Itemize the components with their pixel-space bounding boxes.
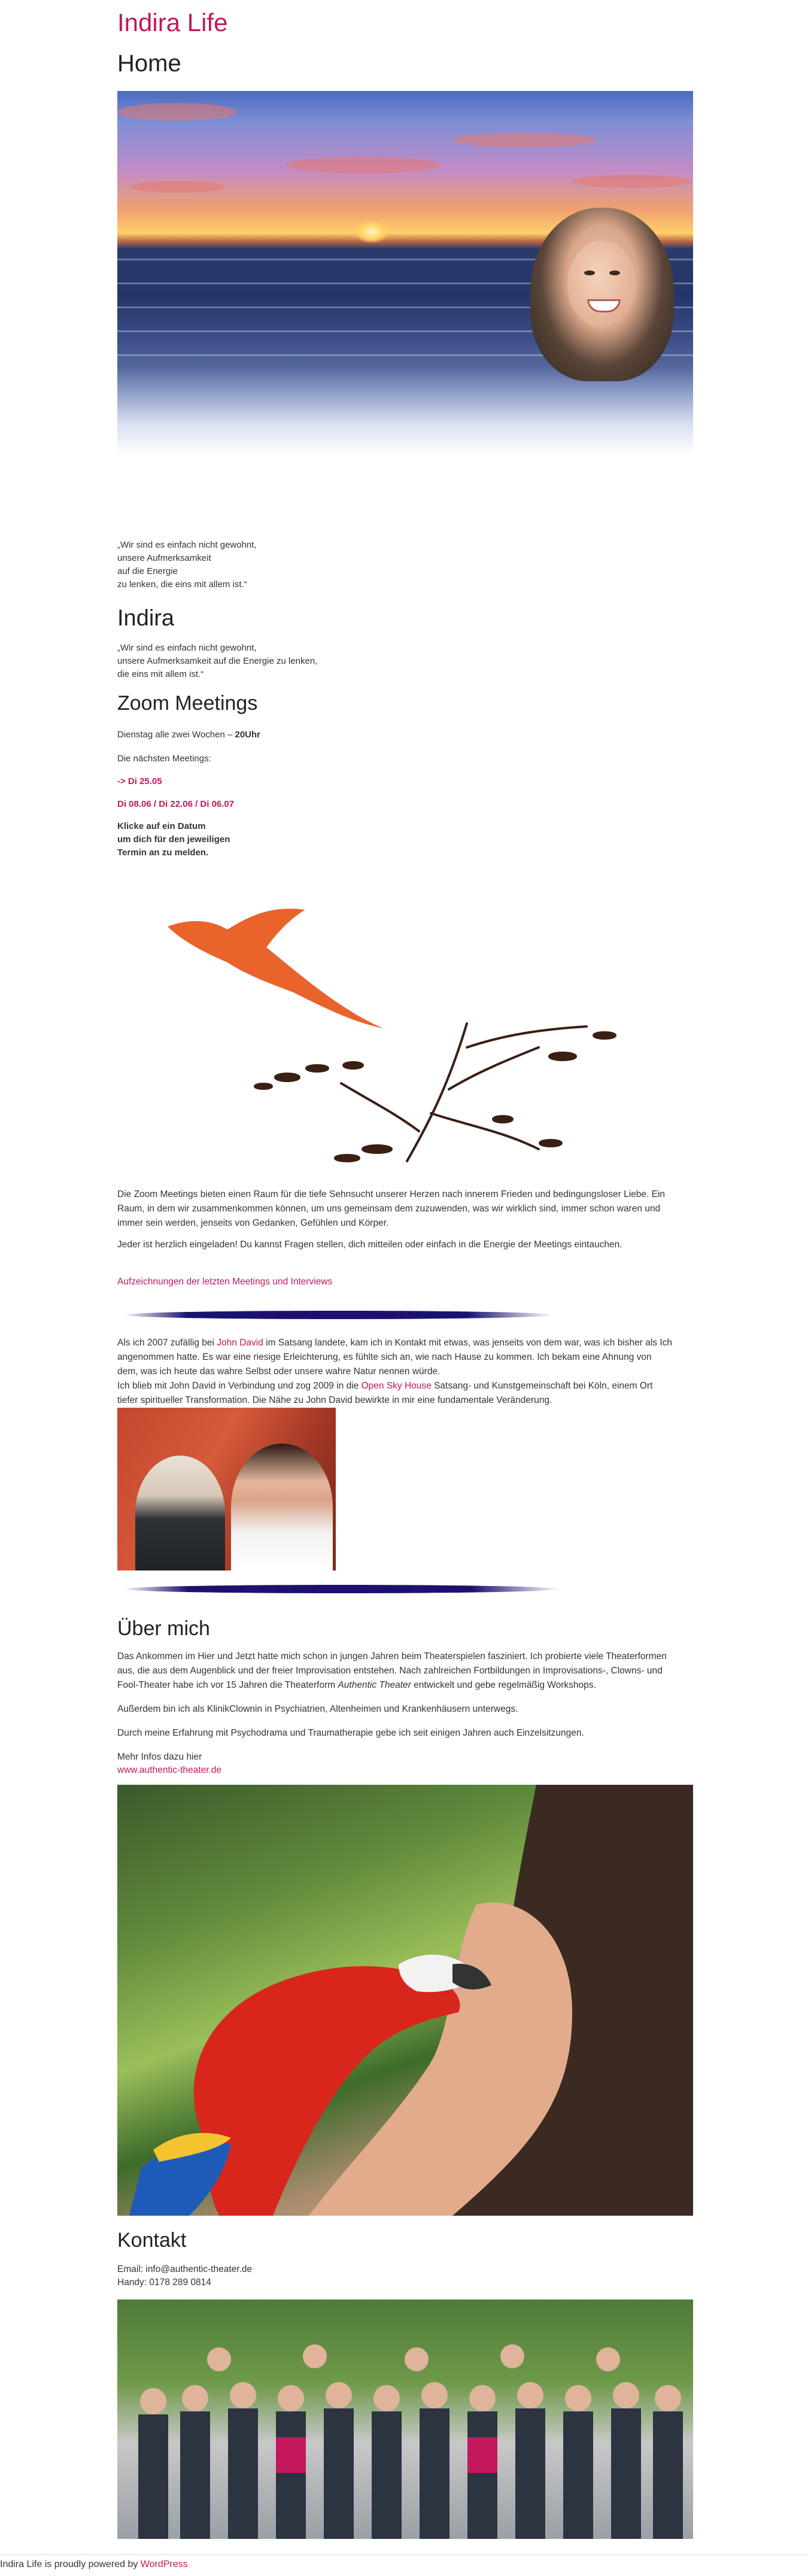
zoom-date-link-next[interactable]: -> Di 25.05: [117, 776, 162, 786]
zoom-description-line: immer sein werden, jenseits von Gedanken, Gefühlen und Körper.: [117, 1218, 389, 1228]
zoom-invite: Jeder ist herzlich eingeladen! Du kannst Fragen stellen, dich mitteilen oder einfach in die Energie der Meetings eintauchen.: [117, 1240, 622, 1250]
quote-block: [117, 539, 257, 591]
story-line: [117, 1379, 672, 1393]
authentic-theater-term: Authentic Theater: [338, 1680, 411, 1690]
about-line-3-prefix: Fool-Theater habe ich vor 15 Jahren die Theaterform: [117, 1680, 338, 1690]
story-line: [117, 1336, 672, 1350]
story-line-1-suffix: im Satsang landete, kam ich in Kontakt mit etwas, was jenseits von dem war, was ich bisher als Ich: [263, 1338, 673, 1348]
authentic-theater-link[interactable]: www.authentic-theater.de: [117, 1765, 222, 1775]
zoom-next-label: Die nächsten Meetings:: [117, 754, 211, 764]
wordpress-link[interactable]: WordPress: [140, 2559, 188, 2569]
about-line: Das Ankommen im Hier und Jetzt hatte mich schon in jungen Jahren beim Theaterspielen fasziniert. Ich probierte viele Theaterformen: [117, 1651, 667, 1661]
story-line: tiefer spiritueller Transformation. Die Nähe zu John David bewirkte in mir eine fundamentale Veränderung.: [117, 1395, 552, 1405]
brush-divider: [123, 1311, 554, 1319]
section-title-contact: Kontakt: [117, 2229, 187, 2252]
contact-phone: Handy: 0178 289 0814: [117, 2277, 211, 2288]
zoom-click-line: Termin an zu melden.: [117, 847, 209, 858]
quote-line: unsere Aufmerksamkeit: [117, 553, 211, 563]
section-title-indira: Indira: [117, 606, 175, 631]
parrot-photo-drawing: [117, 1785, 693, 2216]
about-paragraph-1: [117, 1650, 667, 1693]
recordings-link[interactable]: Aufzeichnungen der letzten Meetings und Interviews: [117, 1277, 333, 1287]
story-line: dem, was ich heute das wahre Selbst oder unsere wahre Natur nennen würde.: [117, 1366, 441, 1377]
group-photo-drawing: [117, 2299, 693, 2539]
photo-group: [117, 2299, 693, 2539]
page-title: Home: [117, 50, 181, 77]
photo-parrot-kiss: [117, 1785, 693, 2216]
about-paragraph-3: Durch meine Erfahrung mit Psychodrama und Traumatherapie gebe ich seit einigen Jahren auch Einzelsitzungen.: [117, 1728, 584, 1738]
site-title-link[interactable]: Indira Life: [117, 8, 228, 37]
story-line: angenommen hatte. Es war eine riesige Erleichterung, es fühlte sich an, wie nach Hause zu kommen. Ich bekam eine Ahnung von: [117, 1352, 652, 1362]
zoom-date-links[interactable]: Di 08.06 / Di 22.06 / Di 06.07: [117, 799, 235, 809]
footer-text: Indira Life is proudly powered by: [0, 2559, 141, 2569]
open-sky-house-link[interactable]: Open Sky House: [361, 1381, 432, 1391]
indira-quote: [117, 642, 317, 681]
zoom-click-hint: [117, 820, 230, 859]
story-line-4-suffix: Satsang- und Kunstgemeinschaft bei Köln, einem Ort: [431, 1381, 653, 1391]
zoom-description-line: Raum, in dem wir zusammenkommen können, um uns gemeinsam dem zuzuwenden, was wir wirklich sind, immer schon waren und: [117, 1204, 661, 1214]
quote-line: auf die Energie: [117, 566, 178, 576]
story-line-1-prefix: Als ich 2007 zufällig bei: [117, 1338, 217, 1348]
section-title-zoom: Zoom Meetings: [117, 692, 258, 715]
story-line-4-prefix: Ich blieb mit John David in Verbindung und zog 2009 in die: [117, 1381, 362, 1391]
zoom-schedule-text: Dienstag alle zwei Wochen –: [117, 730, 235, 740]
indira-quote-line: unsere Aufmerksamkeit auf die Energie zu lenken,: [117, 656, 318, 666]
john-david-link[interactable]: John David: [217, 1338, 263, 1348]
contact-email: Email: info@authentic-theater.de: [117, 2264, 253, 2274]
story-text: [117, 1336, 672, 1408]
quote-line: zu lenken, die eins mit allem ist.“: [117, 579, 247, 590]
about-paragraph-2: Außerdem bin ich als KlinikClownin in Psychiatrien, Altenheimen und Krankenhäusern unterwegs.: [117, 1704, 518, 1714]
bird-shape: [168, 909, 383, 1028]
zoom-schedule: [117, 728, 260, 742]
indira-quote-line: die eins mit allem ist.“: [117, 669, 204, 679]
branches-illustration: [251, 1011, 634, 1167]
zoom-schedule-time: 20Uhr: [235, 730, 261, 740]
photo-john-david-and-indira: [117, 1408, 336, 1570]
zoom-description-line: Die Zoom Meetings bieten einen Raum für die tiefe Sehnsucht unserer Herzen nach innerem Frieden und bedingungsloser Liebe. Ein: [117, 1189, 666, 1199]
zoom-click-line: Klicke auf ein Datum: [117, 821, 206, 831]
zoom-click-line: um dich für den jeweiligen: [117, 834, 230, 845]
section-title-about: Über mich: [117, 1617, 210, 1640]
about-line-3-suffix: entwickelt und gebe regelmäßig Workshops.: [411, 1680, 596, 1690]
brush-divider: [123, 1585, 560, 1593]
about-line: [117, 1678, 667, 1693]
about-line: aus, die aus dem Augenblick und der freier Improvisation entstehen. Nach zahlreichen Fortbildungen in Improvisations-, Clowns- und: [117, 1666, 663, 1676]
quote-line: „Wir sind es einfach nicht gewohnt,: [117, 540, 257, 550]
hero-sunset-image: [117, 91, 693, 486]
indira-quote-line: „Wir sind es einfach nicht gewohnt,: [117, 643, 257, 653]
portrait-indira: [530, 208, 674, 381]
zoom-description: [117, 1187, 665, 1231]
footer-divider: [0, 2554, 808, 2555]
site-footer: [0, 2559, 188, 2570]
about-more-info: Mehr Infos dazu hier: [117, 1752, 202, 1762]
